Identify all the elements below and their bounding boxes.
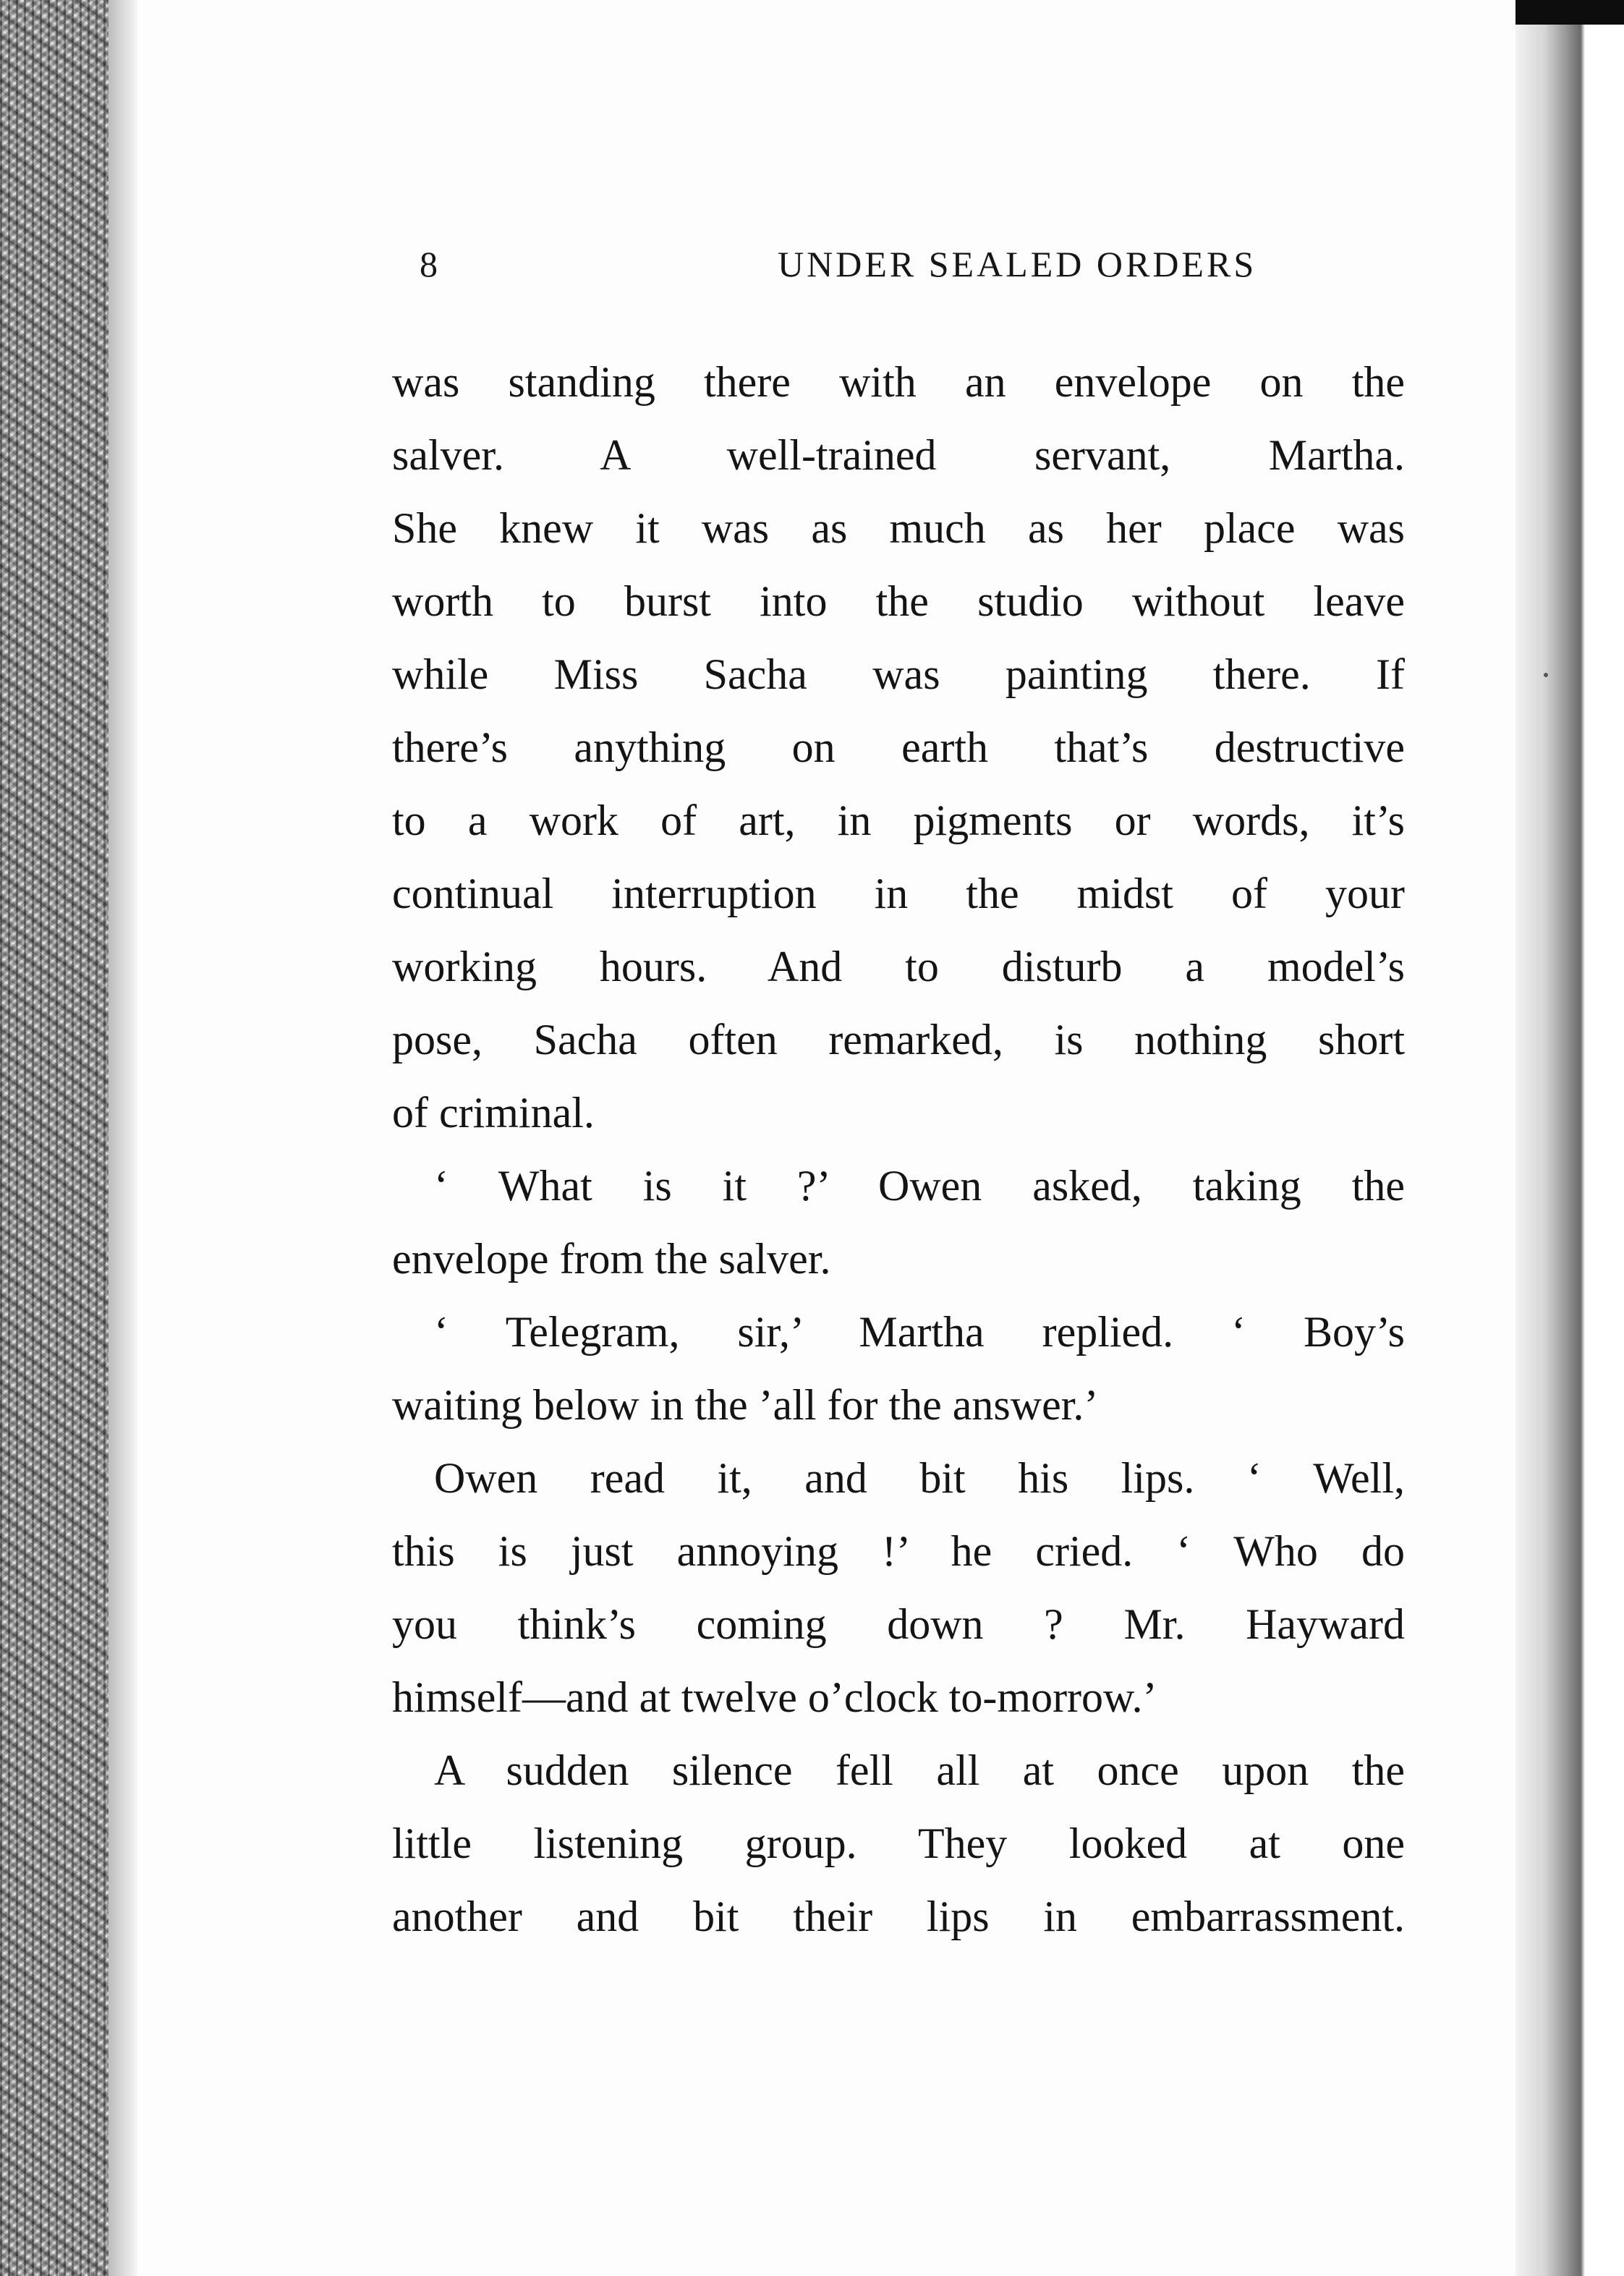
text-line: of criminal.: [392, 1089, 595, 1137]
text-line: to a work of art, in pigments or words, it’s: [392, 797, 1405, 844]
marbled-endpaper-edge: [0, 0, 109, 2276]
text-line: worth to burst into the studio without leave: [392, 577, 1405, 625]
ink-speck: [1544, 673, 1548, 677]
text-line: waiting below in the ’all for the answer.’: [392, 1381, 1099, 1429]
text-line: himself—and at twelve o’clock to-morrow.’: [392, 1673, 1157, 1721]
text-line: there’s anything on earth that’s destructive: [392, 723, 1405, 771]
gutter-shadow: [109, 0, 137, 2276]
text-line: continual interruption in the midst of your: [392, 870, 1405, 917]
page-number: 8: [420, 244, 441, 284]
book-title: UNDER SEALED ORDERS: [778, 244, 1257, 284]
text-line: salver. A well-trained servant, Martha.: [392, 431, 1405, 479]
text-line: while Miss Sacha was painting there. If: [392, 650, 1405, 698]
text-line: you think’s coming down ? Mr. Hayward: [392, 1600, 1405, 1648]
body-text: [392, 346, 1405, 1953]
page: [137, 0, 1515, 2276]
text-line: Owen read it, and bit his lips. ‘ Well,: [434, 1454, 1405, 1502]
text-line: ‘ What is it ?’ Owen asked, taking the: [434, 1162, 1405, 1210]
text-line: this is just annoying !’ he cried. ‘ Who do: [392, 1527, 1405, 1575]
text-line: little listening group. They looked at one: [392, 1819, 1405, 1867]
text-line: another and bit their lips in embarrassment.: [392, 1893, 1405, 1940]
text-line: working hours. And to disturb a model’s: [392, 943, 1405, 990]
running-head: [420, 243, 1338, 301]
right-corner-shadow: [1515, 0, 1624, 25]
text-line: envelope from the salver.: [392, 1235, 831, 1283]
text-line: ‘ Telegram, sir,’ Martha replied. ‘ Boy’s: [434, 1308, 1405, 1356]
text-line: A sudden silence fell all at once upon the: [434, 1746, 1405, 1794]
text-line: was standing there with an envelope on the: [392, 358, 1405, 406]
text-line: pose, Sacha often remarked, is nothing short: [392, 1016, 1405, 1063]
right-page-edge: [1515, 0, 1624, 2276]
text-line: She knew it was as much as her place was: [392, 504, 1405, 552]
